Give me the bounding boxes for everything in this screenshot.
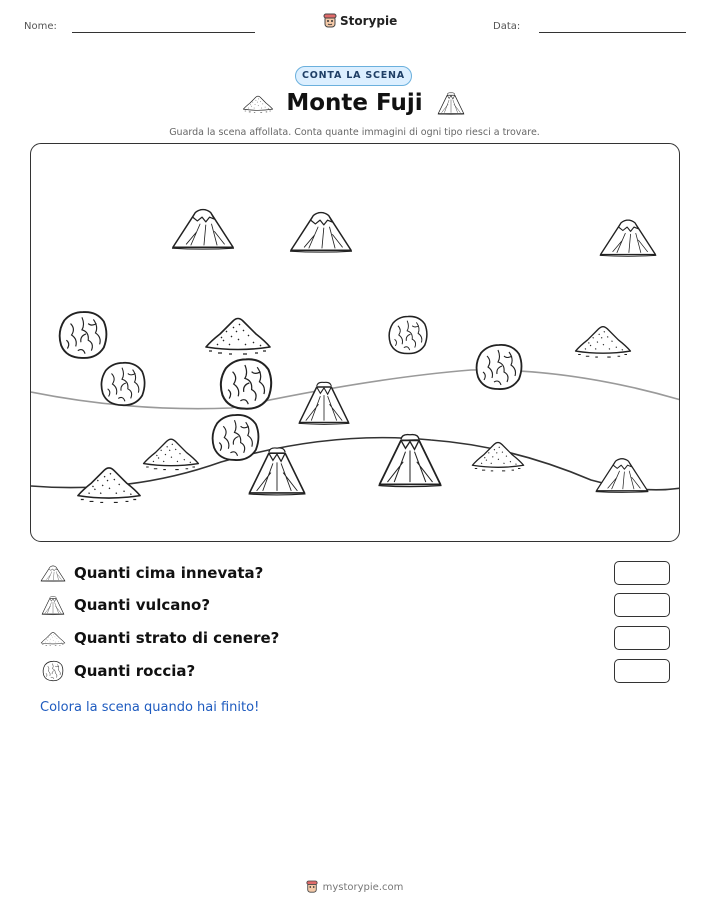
instructions: Guarda la scena affollata. Conta quante immagini di ogni tipo riesci a trovare. bbox=[169, 127, 540, 138]
volcano-icon bbox=[248, 448, 305, 495]
rock-icon bbox=[389, 316, 427, 353]
volcano-icon bbox=[40, 594, 66, 616]
coloring-note: Colora la scena quando hai finito! bbox=[40, 700, 260, 715]
ash-pile-icon bbox=[576, 327, 631, 357]
answer-box-snow-cap[interactable] bbox=[614, 561, 670, 585]
ash-pile-icon bbox=[78, 468, 140, 502]
question-snow-cap bbox=[40, 561, 670, 585]
answer-box-volcano[interactable] bbox=[614, 593, 670, 617]
rock-icon bbox=[221, 359, 271, 408]
question-text: Quanti vulcano? bbox=[74, 596, 211, 614]
question-text: Quanti cima innevata? bbox=[74, 564, 264, 582]
date-label: Data: bbox=[493, 21, 521, 32]
brand-name: Storypie bbox=[340, 14, 398, 28]
rock-icon bbox=[60, 312, 107, 358]
volcano-icon bbox=[299, 382, 350, 424]
scene-frame bbox=[30, 143, 680, 542]
storypie-mascot-icon bbox=[323, 13, 337, 29]
storypie-logo bbox=[323, 13, 397, 29]
snow-cap-icon bbox=[600, 220, 657, 256]
ash-pile-icon bbox=[40, 627, 66, 649]
answer-box-rock[interactable] bbox=[614, 659, 670, 683]
question-text: Quanti strato di cenere? bbox=[74, 629, 280, 647]
snow-cap-icon bbox=[172, 210, 234, 249]
ash-pile-icon bbox=[144, 439, 199, 469]
snow-cap-icon bbox=[290, 213, 352, 252]
ash-pile-icon bbox=[206, 319, 270, 355]
hill-line-front bbox=[31, 438, 680, 490]
name-label: Nome: bbox=[24, 21, 57, 32]
volcano-icon bbox=[378, 435, 441, 487]
volcano-icon bbox=[435, 90, 467, 116]
snow-cap-icon bbox=[40, 562, 66, 584]
rock-icon bbox=[40, 660, 66, 682]
name-field[interactable] bbox=[72, 32, 255, 33]
question-volcano bbox=[40, 593, 670, 617]
ash-pile-icon bbox=[242, 92, 274, 114]
footer-site: mystorypie.com bbox=[322, 881, 404, 893]
rock-icon bbox=[101, 363, 144, 405]
page-title: Monte Fuji bbox=[286, 90, 423, 116]
title-row bbox=[0, 90, 709, 116]
scene-illustration bbox=[31, 144, 680, 542]
question-ash-pile bbox=[40, 626, 670, 650]
question-rock bbox=[40, 659, 670, 683]
question-text: Quanti roccia? bbox=[74, 662, 196, 680]
answer-box-ash-pile[interactable] bbox=[614, 626, 670, 650]
snow-cap-icon bbox=[596, 459, 649, 493]
rock-icon bbox=[213, 415, 259, 460]
date-field[interactable] bbox=[539, 32, 686, 33]
footer bbox=[0, 880, 709, 894]
storypie-mascot-icon bbox=[306, 880, 318, 894]
rock-icon bbox=[477, 345, 522, 389]
badge-conta-la-scena: CONTA LA SCENA bbox=[295, 66, 412, 86]
